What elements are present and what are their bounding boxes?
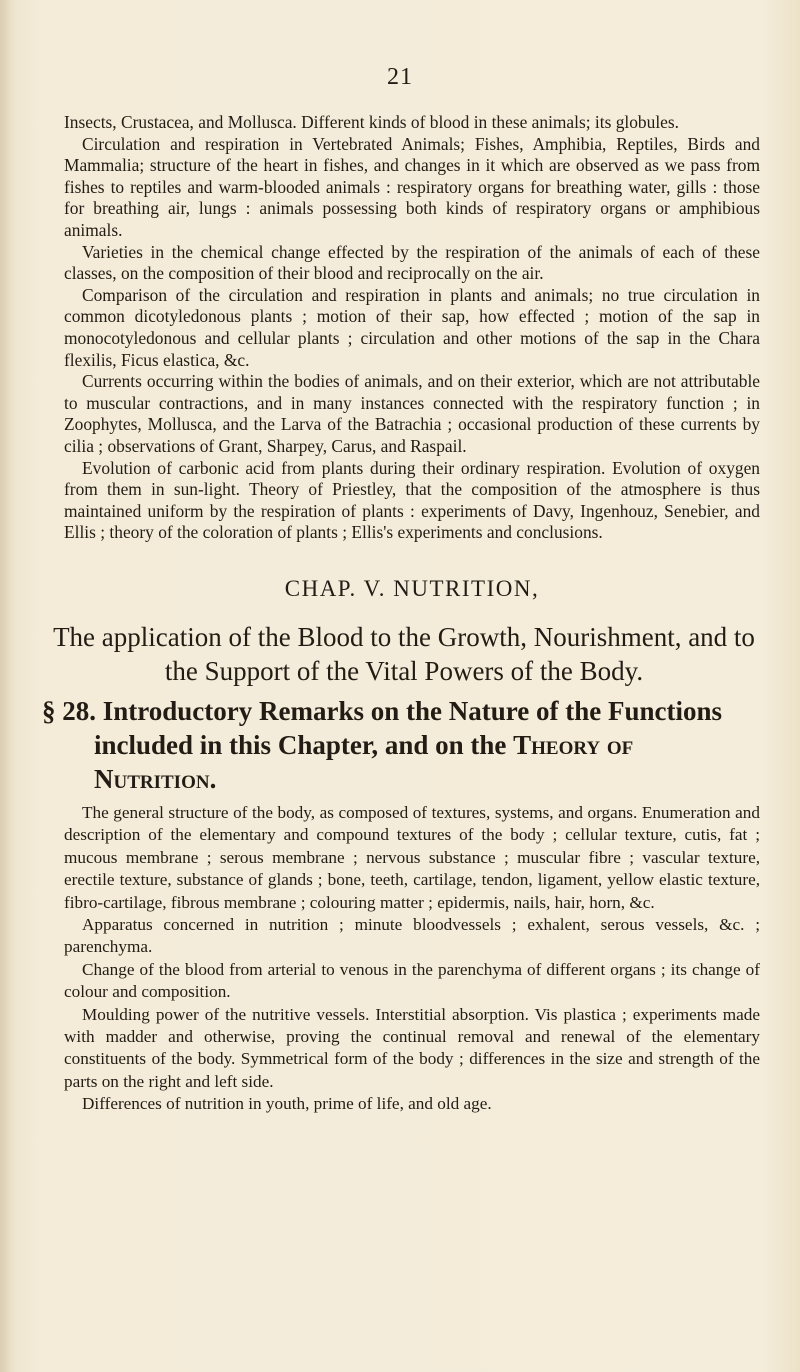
paragraph: Insects, Crustacea, and Mollusca. Different kinds of blood in these animals; its globules. <box>64 112 679 132</box>
section-title-smallcaps: Theory of Nutrition. <box>94 729 634 794</box>
paragraph: Comparison of the circulation and respiration in plants and animals; no true circulation in common dicotyledonous plants ; motion of their sap, how effected ; motion of the sap in monocotyledonous and cellular plants ; circulation and other motions of the sap in the Chara flexilis, Ficus elastica, &c. <box>64 284 760 370</box>
section-body <box>64 802 760 1116</box>
chapter-title: The application of the Blood to the Growth, Nourishment, and to the Support of the Vital Powers of the Body. <box>53 621 755 686</box>
section-title: Introductory Remarks on the Nature of the Functions included in this Chapter, and on the <box>94 695 722 760</box>
paragraph: Change of the blood from arterial to venous in the parenchyma of different organs ; its change of colour and composition. <box>64 959 760 1002</box>
paragraph: Currents occurring within the bodies of animals, and on their exterior, which are not attributable to muscular contractions, and in many instances connected with the respiratory function ; in Zoophytes, Mollusca, and the Larva of the Batrachia ; occasional production of these currents by cilia ; observations of Grant, Sharpey, Carus, and Raspail. <box>64 371 760 456</box>
paragraph: Differences of nutrition in youth, prime of life, and old age. <box>82 1094 492 1114</box>
paragraph: Moulding power of the nutritive vessels. Interstitial absorption. Vis plastica ; experiments made with madder and otherwise, proving the continual removal and renewal of the elementary constituents of the body. Symmetrical form of the body ; differences in the size and strength of the parts on the right and left side. <box>64 1004 760 1091</box>
paragraph: Evolution of carbonic acid from plants during their ordinary respiration. Evolution of oxygen from them in sun-light. Theory of Priestley, that the composition of the atmosphere is thus maintained uniform by the respiration of plants : experiments of Davy, Ingenhouz, Senebier, and Ellis ; theory of the coloration of plants ; Ellis's experiments and conclusions. <box>64 457 760 543</box>
page-content <box>42 112 760 1116</box>
paragraph: Apparatus concerned in nutrition ; minute bloodvessels ; exhalent, serous vessels, &c. ; parenchyma. <box>64 914 760 957</box>
section-mark: § 28. <box>42 695 96 726</box>
paragraph: Varieties in the chemical change effected by the respiration of the animals of each of these classes, on the composition of their blood and reciprocally on the air. <box>64 241 760 284</box>
section-heading <box>42 694 760 796</box>
paragraph: The general structure of the body, as composed of textures, systems, and organs. Enumeration and description of the elementary and compound textures of the body ; cellular texture, cutis, fat ; mucous membrane ; serous membrane ; nervous substance ; muscular fibre ; vascular texture, erectile texture, substance of glands ; bone, teeth, cartilage, tendon, ligament, yellow elastic texture, fibro-cartilage, fibrous membrane ; colouring matter ; epidermis, nails, hair, horn, &c. <box>64 802 760 912</box>
chapter-heading: CHAP. V. NUTRITION, <box>284 575 540 601</box>
page-number: 21 <box>387 64 413 90</box>
paragraph: Circulation and respiration in Vertebrated Animals; Fishes, Amphibia, Reptiles, Birds and Mammalia; structure of the heart in fishes, and changes in it which are observed as we pass from fishes to reptiles and warm-blooded animals : respiratory organs for breathing water, gills : those for breathing air, lungs : animals possessing both kinds of respiratory organs or amphibious animals. <box>64 133 760 240</box>
